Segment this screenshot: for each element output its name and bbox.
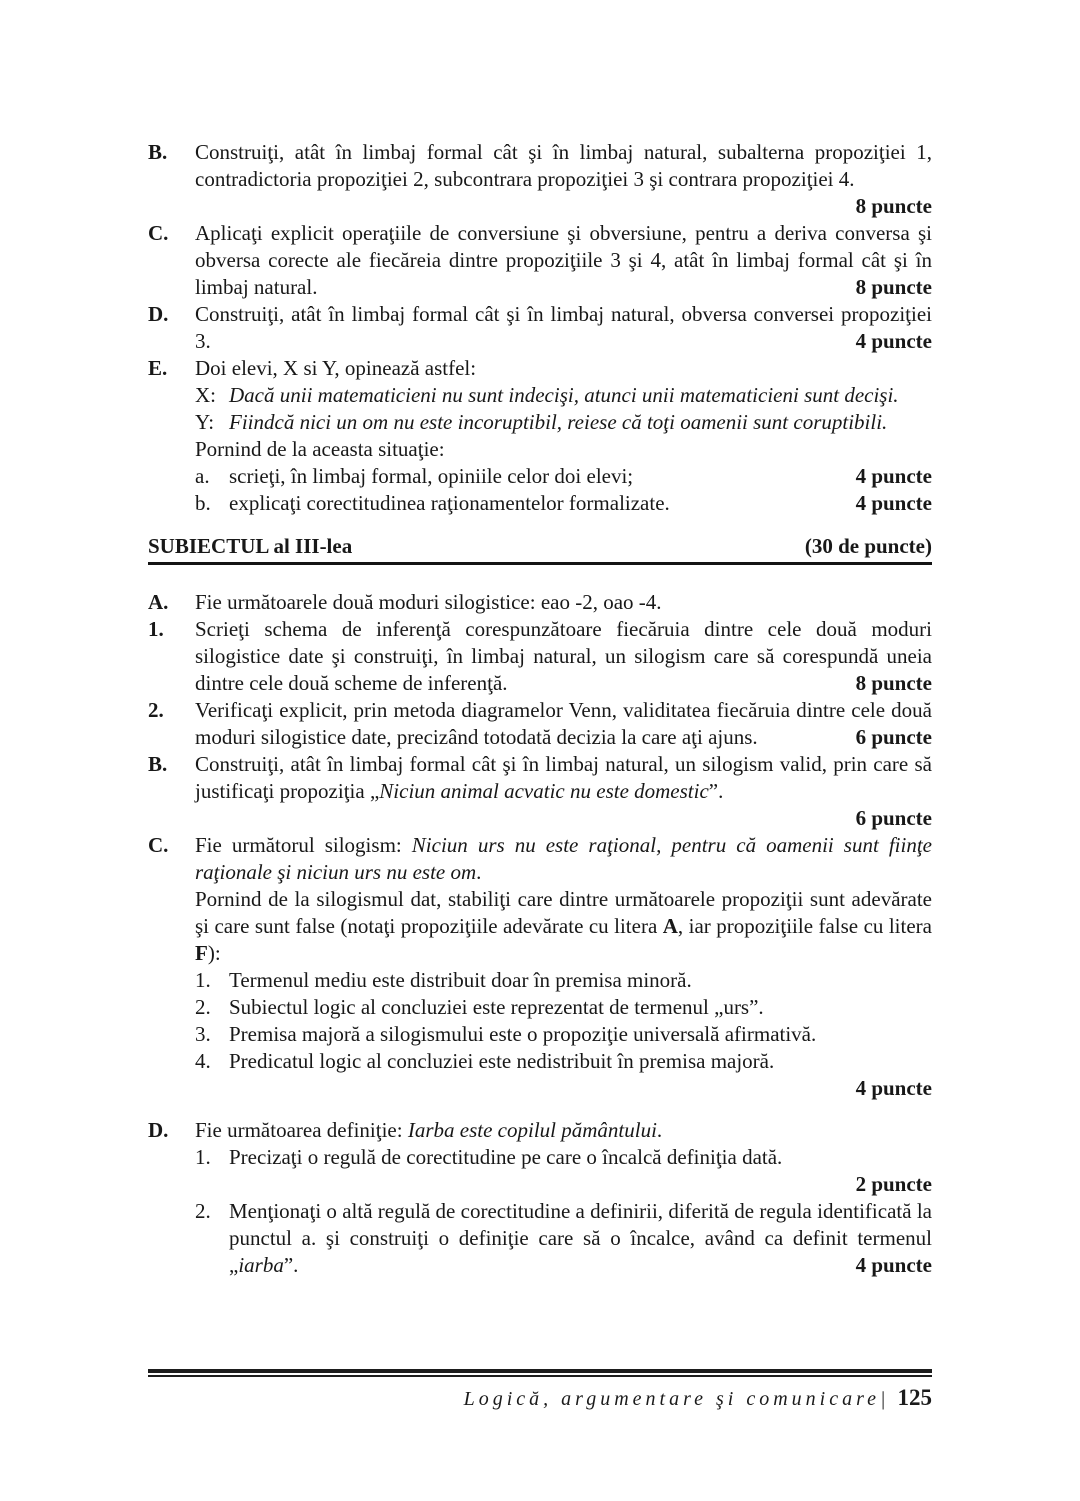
- text-segment: Menţionaţi o altă regulă de corectitudine a definirii, diferită de regula identificată la punctul a. şi construiţi o definiţie care să o încalce, având ca definit termenul „: [229, 1199, 932, 1277]
- text-segment: Premisa majoră a silogismului este o propoziţie universală afirmativă.: [229, 1022, 817, 1046]
- exercise-item: [148, 616, 932, 697]
- item-label: 4.: [195, 1049, 211, 1073]
- exercise-item: [148, 463, 932, 490]
- item-label: E.: [148, 356, 168, 380]
- italic-text: Dacă unii matematicieni nu sunt indecişi, atunci unii matematicieni sunt decişi.: [229, 383, 899, 407]
- points-badge: 6 puncte: [855, 725, 932, 749]
- text-segment: Fie următoarea definiţie:: [195, 1118, 408, 1142]
- text-segment: Scrieţi schema de inferenţă corespunzătoare fiecăruia dintre cele două moduri silogistice date şi construiţi, în limbaj natural, un silogism care să corespundă uneia dintre cele două scheme de inferenţă.: [195, 617, 932, 695]
- text-segment: Construiţi, atât în limbaj formal cât şi în limbaj natural, subalterna propoziţiei 1, contradictoria propoziţiei 2, subcontrara propoziţiei 3 şi contrara propoziţiei 4.: [195, 140, 932, 191]
- text-segment: .: [656, 1118, 663, 1142]
- text-segment: Fie următorul silogism:: [195, 833, 412, 857]
- exercise-item: [148, 1117, 932, 1144]
- exercise-item: [148, 409, 932, 436]
- page-number: 125: [897, 1385, 932, 1410]
- italic-text: Iarba este copilul pământului: [407, 1118, 657, 1142]
- exercise-item: [148, 886, 932, 967]
- exercise-item: [148, 751, 932, 805]
- points-badge: 8 puncte: [855, 275, 932, 299]
- exercise-item: [148, 967, 932, 994]
- item-label: B.: [148, 140, 168, 164]
- section-points: (30 de puncte): [804, 534, 932, 558]
- section-heading: [148, 533, 932, 565]
- points-badge: 8 puncte: [855, 194, 932, 218]
- exercise-item: [148, 382, 932, 409]
- text-segment: Verificaţi explicit, prin metoda diagramelor Venn, validitatea fiecăruia dintre cele două moduri silogistice date, precizând totodată decizia la care aţi ajuns.: [195, 698, 932, 749]
- text-segment: Subiectul logic al concluziei este reprezentat de termenul „urs”.: [229, 995, 764, 1019]
- exercise-item: [148, 301, 932, 355]
- exercise-item: [148, 139, 932, 220]
- item-label: 1.: [195, 968, 211, 992]
- footer-text: [148, 1384, 932, 1413]
- item-label: X:: [195, 383, 216, 407]
- item-label: 1.: [148, 617, 164, 641]
- text-segment: Pornind de la silogismul dat, stabiliţi care dintre următoarele propoziţii sunt adevărate şi care sunt false (notaţi propoziţiile adevărate cu litera: [195, 887, 932, 938]
- text-segment: Doi elevi, X si Y, opinează astfel:: [195, 356, 477, 380]
- exercise-item: [148, 1144, 932, 1171]
- document-blocks: [148, 139, 932, 1279]
- item-label: b.: [195, 491, 211, 515]
- italic-text: Niciun animal acvatic nu este domestic: [379, 779, 709, 803]
- item-label: 3.: [195, 1022, 211, 1046]
- footer-rule-thick: [148, 1369, 932, 1373]
- text-segment: Fie următoarele două moduri silogistice: eao -2, oao -4.: [195, 590, 662, 614]
- text-segment: ”.: [708, 779, 724, 803]
- points-badge: 4 puncte: [855, 329, 932, 353]
- italic-text: iarba: [238, 1253, 284, 1277]
- item-label: 2.: [195, 995, 211, 1019]
- exercise-item: [148, 589, 932, 616]
- text-segment: explicaţi corectitudinea raţionamentelor formalizate.: [229, 491, 670, 515]
- footer-book-title: Logică, argumentare şi comunicare|: [463, 1388, 890, 1410]
- exercise-item: [148, 220, 932, 301]
- item-label: C.: [148, 833, 169, 857]
- footer-rule-thin: [148, 1375, 932, 1377]
- item-label: D.: [148, 1118, 169, 1142]
- text-segment: , iar propoziţiile false cu litera: [677, 914, 932, 938]
- text-segment: .: [476, 860, 482, 884]
- exercise-item: [148, 436, 932, 463]
- italic-text: Niciun urs nu este raţional, pentru că oamenii sunt fiinţe raţionale şi niciun urs nu este om: [195, 833, 932, 884]
- text-segment: Precizaţi o regulă de corectitudine pe care o încalcă definiţia dată.: [229, 1145, 783, 1169]
- exercise-item: [148, 1198, 932, 1279]
- text-segment: ):: [207, 941, 221, 965]
- text-segment: ”.: [283, 1253, 299, 1277]
- points-badge: 4 puncte: [855, 491, 932, 515]
- exercise-item: [148, 1048, 932, 1075]
- item-label: 2.: [148, 698, 164, 722]
- exercise-item: [148, 1021, 932, 1048]
- points-badge: 8 puncte: [855, 671, 932, 695]
- text-segment: Aplicaţi explicit operaţiile de conversiune şi obversiune, pentru a deriva conversa şi obversa corecte ale fiecăreia dintre propoziţiile 3 şi 4, atât în limbaj formal cât şi în limbaj natural.: [195, 221, 932, 299]
- exercise-item: [148, 832, 932, 886]
- item-label: B.: [148, 752, 168, 776]
- exercise-item: [148, 994, 932, 1021]
- italic-text: Fiindcă nici un om nu este incoruptibil, reiese că toţi oamenii sunt coruptibili.: [229, 410, 888, 434]
- item-label: Y:: [195, 410, 215, 434]
- section-title: SUBIECTUL al III-lea: [148, 534, 353, 558]
- item-label: 2.: [195, 1199, 211, 1223]
- points-line: 6 puncte: [855, 806, 932, 830]
- text-segment: Termenul mediu este distribuit doar în premisa minoră.: [229, 968, 692, 992]
- text-segment: Construiţi, atât în limbaj formal cât şi în limbaj natural, obversa conversei propoziţiei 3.: [195, 302, 932, 353]
- bold-text: F: [195, 941, 208, 965]
- text-segment: Pornind de la aceasta situaţie:: [195, 437, 445, 461]
- exercise-item: [148, 697, 932, 751]
- text-segment: Predicatul logic al concluziei este nedistribuit în premisa majoră.: [229, 1049, 775, 1073]
- item-label: 1.: [195, 1145, 211, 1169]
- item-label: A.: [148, 590, 169, 614]
- bold-text: A: [662, 914, 678, 938]
- item-label: C.: [148, 221, 169, 245]
- exercise-item: [148, 490, 932, 517]
- points-badge: 4 puncte: [855, 464, 932, 488]
- points-line: 2 puncte: [855, 1172, 932, 1196]
- item-label: D.: [148, 302, 169, 326]
- points-badge: 4 puncte: [855, 1253, 932, 1277]
- page-footer: [148, 1369, 932, 1413]
- exercise-item: [148, 355, 932, 382]
- item-label: a.: [195, 464, 210, 488]
- text-segment: scrieţi, în limbaj formal, opiniile celor doi elevi;: [229, 464, 634, 488]
- text-segment: Construiţi, atât în limbaj formal cât şi în limbaj natural, un silogism valid, prin care să justificaţi propoziţia „: [195, 752, 932, 803]
- points-line: 4 puncte: [855, 1076, 932, 1100]
